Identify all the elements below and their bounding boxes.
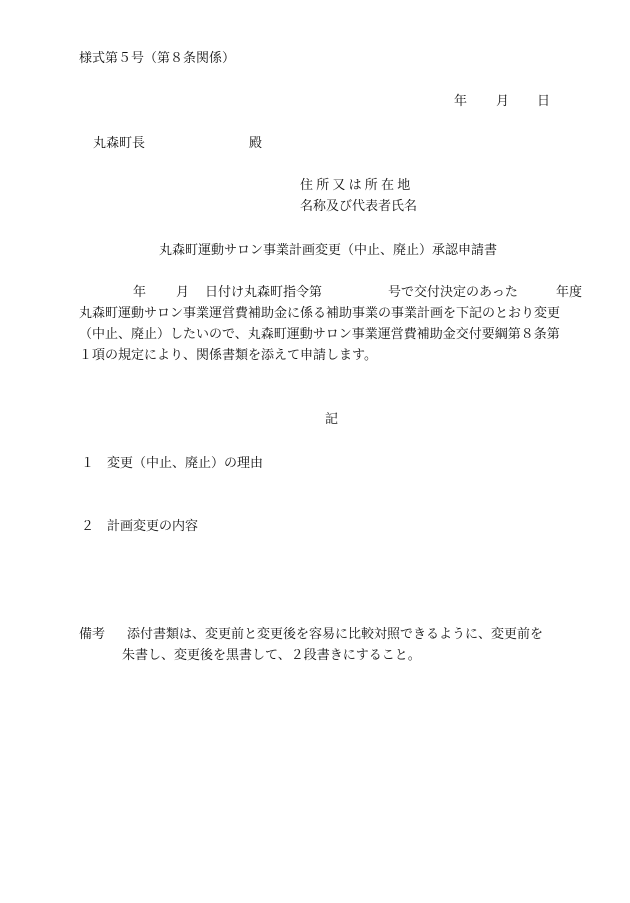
date-month-label: 月 [496, 94, 510, 109]
item-text: 計画変更の内容 [107, 519, 199, 534]
body-line4: １項の規定により、関係書類を添えて申請します。 [79, 348, 377, 363]
item-number: １ [81, 456, 95, 471]
applicant-name-label: 名称及び代表者氏名 [300, 199, 418, 214]
date-year-label: 年 [454, 94, 468, 109]
applicant-address-label: 住所又は所在地 [300, 178, 414, 193]
document-title: 丸森町運動サロン事業計画変更（中止、廃止）承認申請書 [159, 243, 498, 258]
item-number: ２ [81, 519, 95, 534]
item-text: 変更（中止、廃止）の理由 [107, 456, 264, 471]
body-line1-part1: 日付け丸森町指令第 [205, 285, 323, 300]
body-line1-month: 月 [176, 285, 190, 300]
body-line1-part3: 年度 [556, 285, 583, 300]
recipient-name: 丸森町長 [93, 136, 146, 151]
remarks-label: 備考 [79, 627, 106, 642]
body-line1-part2: 号で交付決定のあった [388, 285, 518, 300]
form-number: 様式第５号（第８条関係） [79, 51, 236, 66]
body-line2: 丸森町運動サロン事業運営費補助金に係る補助事業の事業計画を下記のとおり変更 [79, 306, 561, 321]
ki-heading: 記 [325, 412, 339, 427]
body-line3: （中止、廃止）したいので、丸森町運動サロン事業運営費補助金交付要綱第８条第 [79, 327, 560, 342]
body-line1-year: 年 [133, 285, 147, 300]
date-day-label: 日 [537, 94, 551, 109]
remarks-line2: 朱書し、変更後を黒書して、２段書きにすること。 [122, 648, 421, 663]
remarks-line1: 添付書類は、変更前と変更後を容易に比較対照できるように、変更前を [127, 627, 544, 642]
recipient-honorific: 殿 [249, 136, 263, 151]
